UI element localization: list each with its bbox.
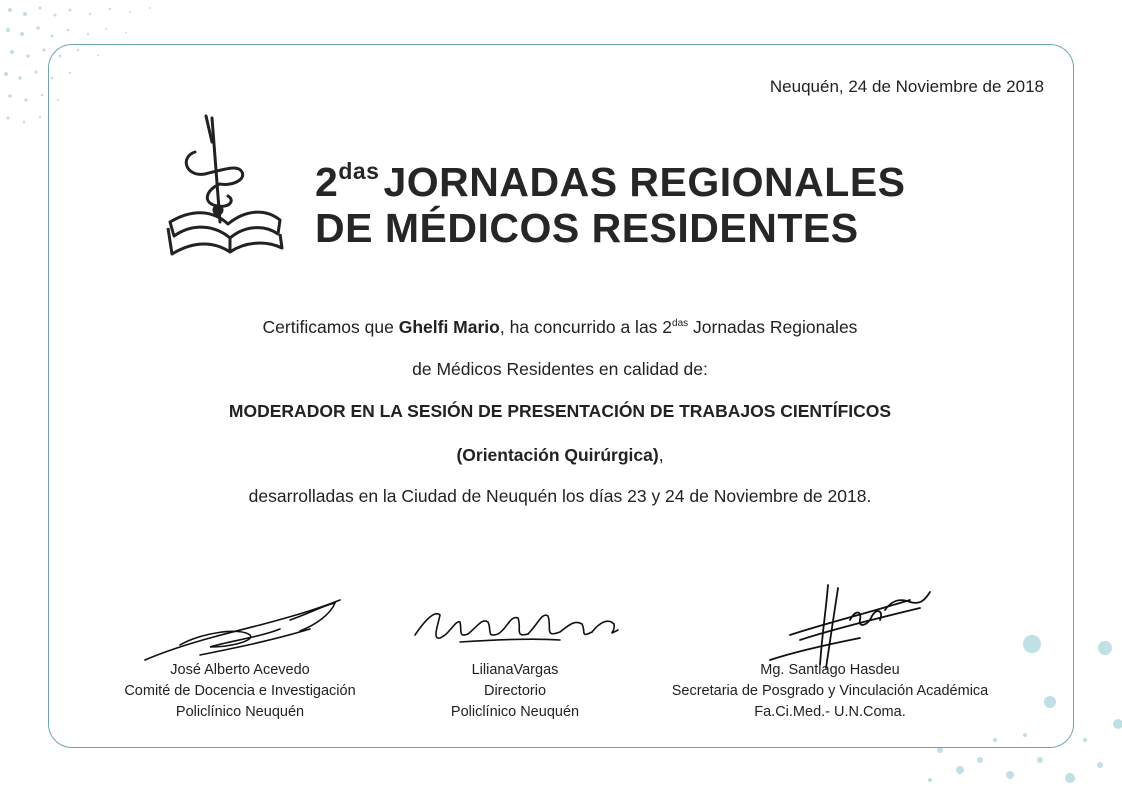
signer-role: Directorio: [483, 683, 547, 699]
book-stethoscope-logo: [160, 112, 290, 262]
certify-middle: , ha concurrido a las 2: [499, 317, 673, 337]
signature-block-hasdeu: [640, 660, 1020, 723]
role-title: MODERADOR EN LA SESIÓN DE PRESENTACIÓN DE TRABAJOS CIENTÍFICOS: [228, 401, 892, 421]
signer-organization: Policlínico Neuquén: [175, 704, 305, 720]
signer-organization: Fa.Ci.Med.- U.N.Coma.: [754, 704, 906, 720]
signer-name: Mg. Santiago Hasdeu: [760, 662, 900, 678]
signature-vargas: [410, 600, 630, 650]
title-ordinal-superscript: das: [338, 158, 380, 184]
certify-suffix: Jornadas Regionales: [688, 317, 858, 337]
signer-name: José Alberto Acevedo: [170, 662, 310, 678]
date-line: Neuquén, 24 de Noviembre de 2018: [769, 77, 1044, 96]
title-line-1: [315, 148, 906, 205]
capacity-line: de Médicos Residentes en calidad de:: [412, 359, 708, 379]
dates-line: desarrolladas en la Ciudad de Neuquén los días 23 y 24 de Noviembre de 2018.: [248, 486, 872, 506]
certify-prefix: Certificamos que: [262, 317, 399, 337]
certify-ordinal-superscript: das: [672, 318, 689, 329]
certificate-title: [315, 148, 906, 251]
signer-role: Secretaria de Posgrado y Vinculación Académica: [671, 683, 989, 699]
signature-block-vargas: [400, 660, 630, 723]
orientation-comma: ,: [658, 445, 664, 465]
orientation-text: (Orientación Quirúrgica): [456, 445, 659, 465]
signature-block-acevedo: [90, 660, 390, 723]
title-line-1-text: JORNADAS REGIONALES: [383, 159, 906, 205]
signer-organization: Policlínico Neuquén: [450, 704, 580, 720]
title-line-2: DE MÉDICOS RESIDENTES: [315, 205, 859, 251]
orientation-line: [110, 445, 1010, 466]
recipient-name: Ghelfi Mario: [398, 317, 500, 337]
signer-name: LilianaVargas: [471, 662, 559, 678]
signature-acevedo: [140, 595, 350, 670]
title-ordinal: 2: [315, 159, 339, 205]
certify-line: [110, 317, 1010, 338]
signer-role: Comité de Docencia e Investigación: [124, 683, 356, 699]
